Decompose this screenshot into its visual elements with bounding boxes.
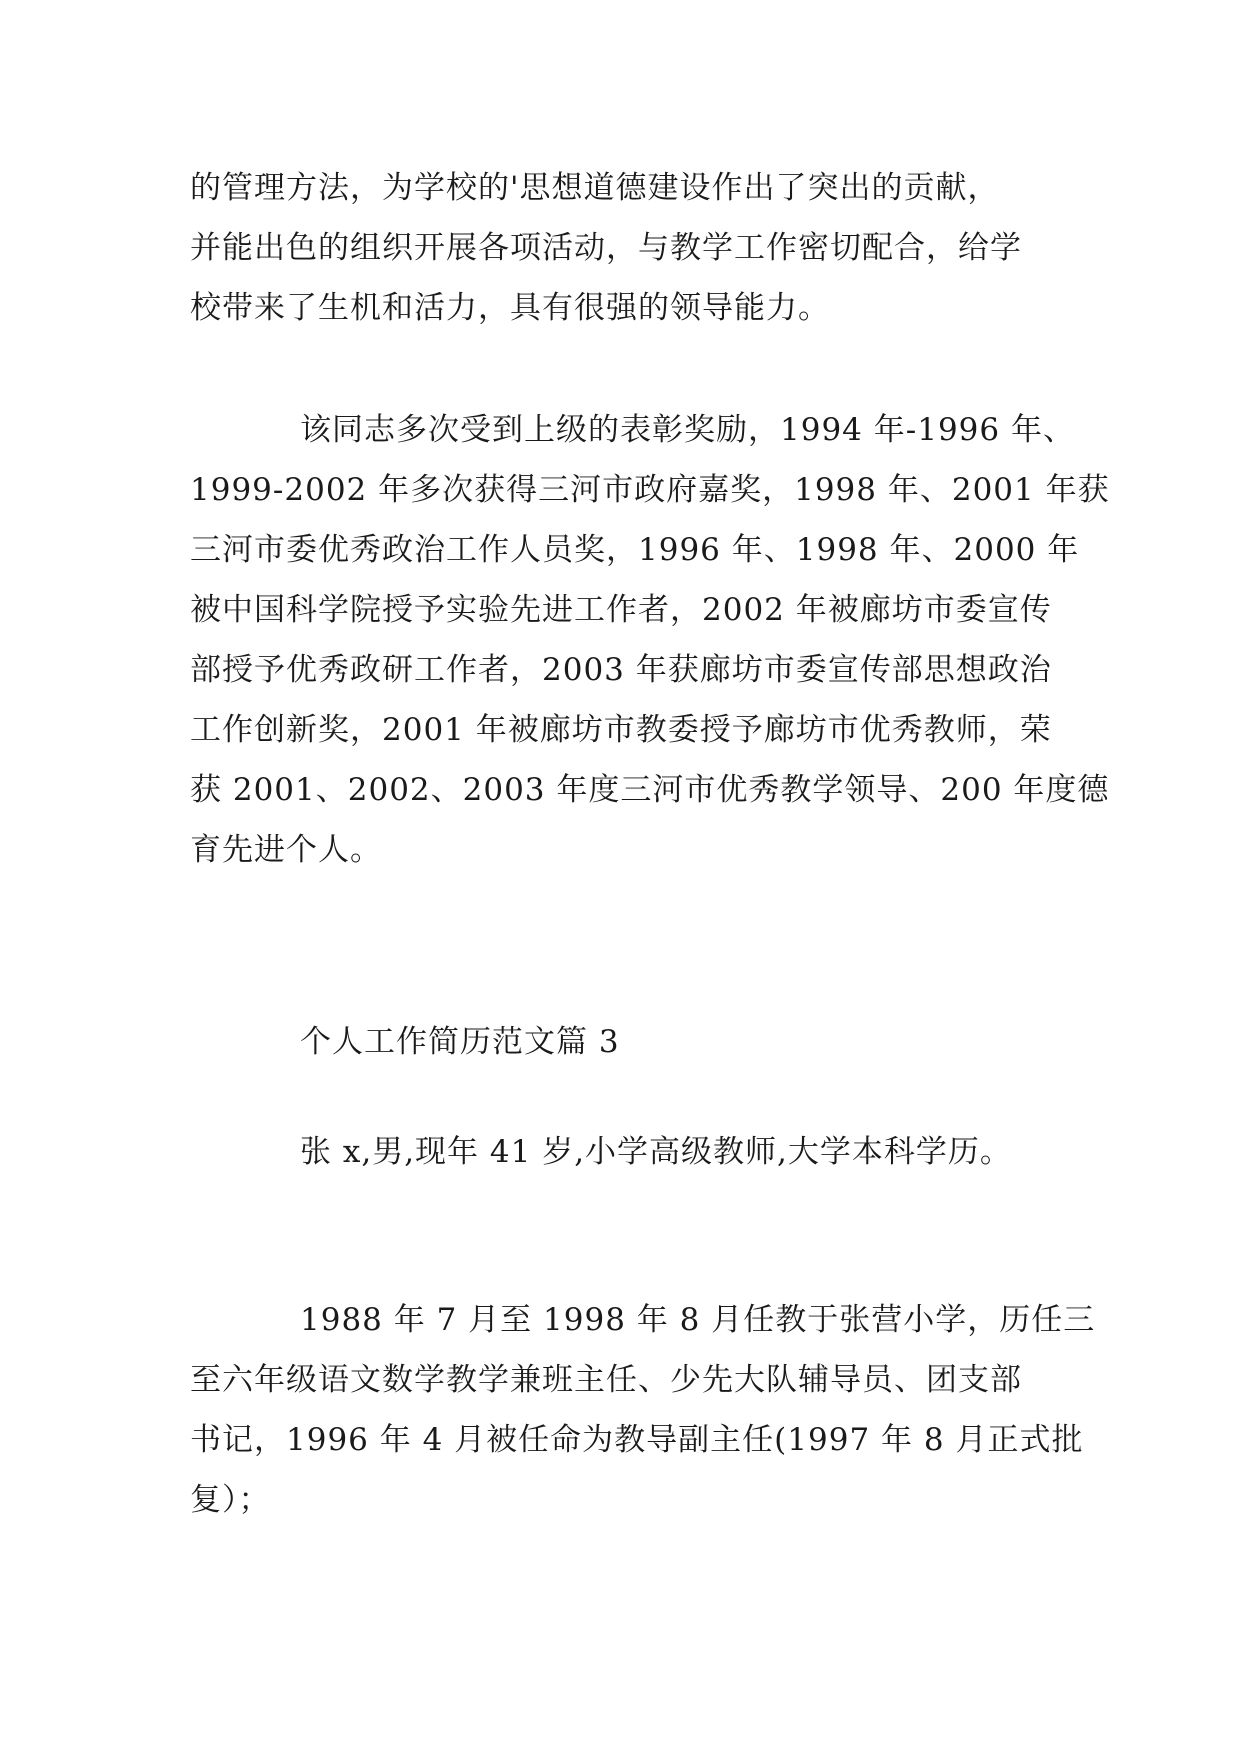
text-line: 张 x,男,现年 41 岁,小学高级教师,大学本科学历。: [300, 1134, 1012, 1170]
text-line: 复）；: [190, 1482, 271, 1518]
text-line: 该同志多次受到上级的表彰奖励，1994 年-1996 年、: [300, 412, 1075, 448]
text-line: 并能出色的组织开展各项活动，与教学工作密切配合，给学: [190, 230, 1022, 266]
paragraph-career: [190, 1290, 1096, 1530]
text-line: 育先进个人。: [190, 832, 382, 868]
text-line: 三河市委优秀政治工作人员奖，1996 年、1998 年、2000 年: [190, 532, 1080, 568]
paragraph-profile: [190, 1122, 1060, 1182]
text-line: 部授予优秀政研工作者，2003 年获廊坊市委宣传部思想政治: [190, 652, 1052, 688]
text-line: 书记，1996 年 4 月被任命为教导副主任(1997 年 8 月正式批: [190, 1422, 1084, 1458]
text-line: 1999-2002 年多次获得三河市政府嘉奖，1998 年、2001 年获: [190, 472, 1110, 508]
text-line: 的管理方法，为学校的'思想道德建设作出了突出的贡献，: [190, 170, 1000, 206]
section-heading: [190, 1012, 1060, 1072]
text-line: 被中国科学院授予实验先进工作者，2002 年被廊坊市委宣传: [190, 592, 1052, 628]
text-line: 1988 年 7 月至 1998 年 8 月任教于张营小学，历任三: [300, 1302, 1096, 1338]
text-line: 至六年级语文数学教学兼班主任、少先大队辅导员、团支部: [190, 1362, 1022, 1398]
text-line: 获 2001、2002、2003 年度三河市优秀教学领导、200 年度德: [190, 772, 1110, 808]
paragraph-leadership: [190, 158, 1060, 338]
text-line: 校带来了生机和活力，具有很强的领导能力。: [190, 290, 830, 326]
heading-line: 个人工作简历范文篇 3: [300, 1024, 620, 1060]
text-line: 工作创新奖，2001 年被廊坊市教委授予廊坊市优秀教师，荣: [190, 712, 1052, 748]
paragraph-awards: [190, 400, 1110, 880]
